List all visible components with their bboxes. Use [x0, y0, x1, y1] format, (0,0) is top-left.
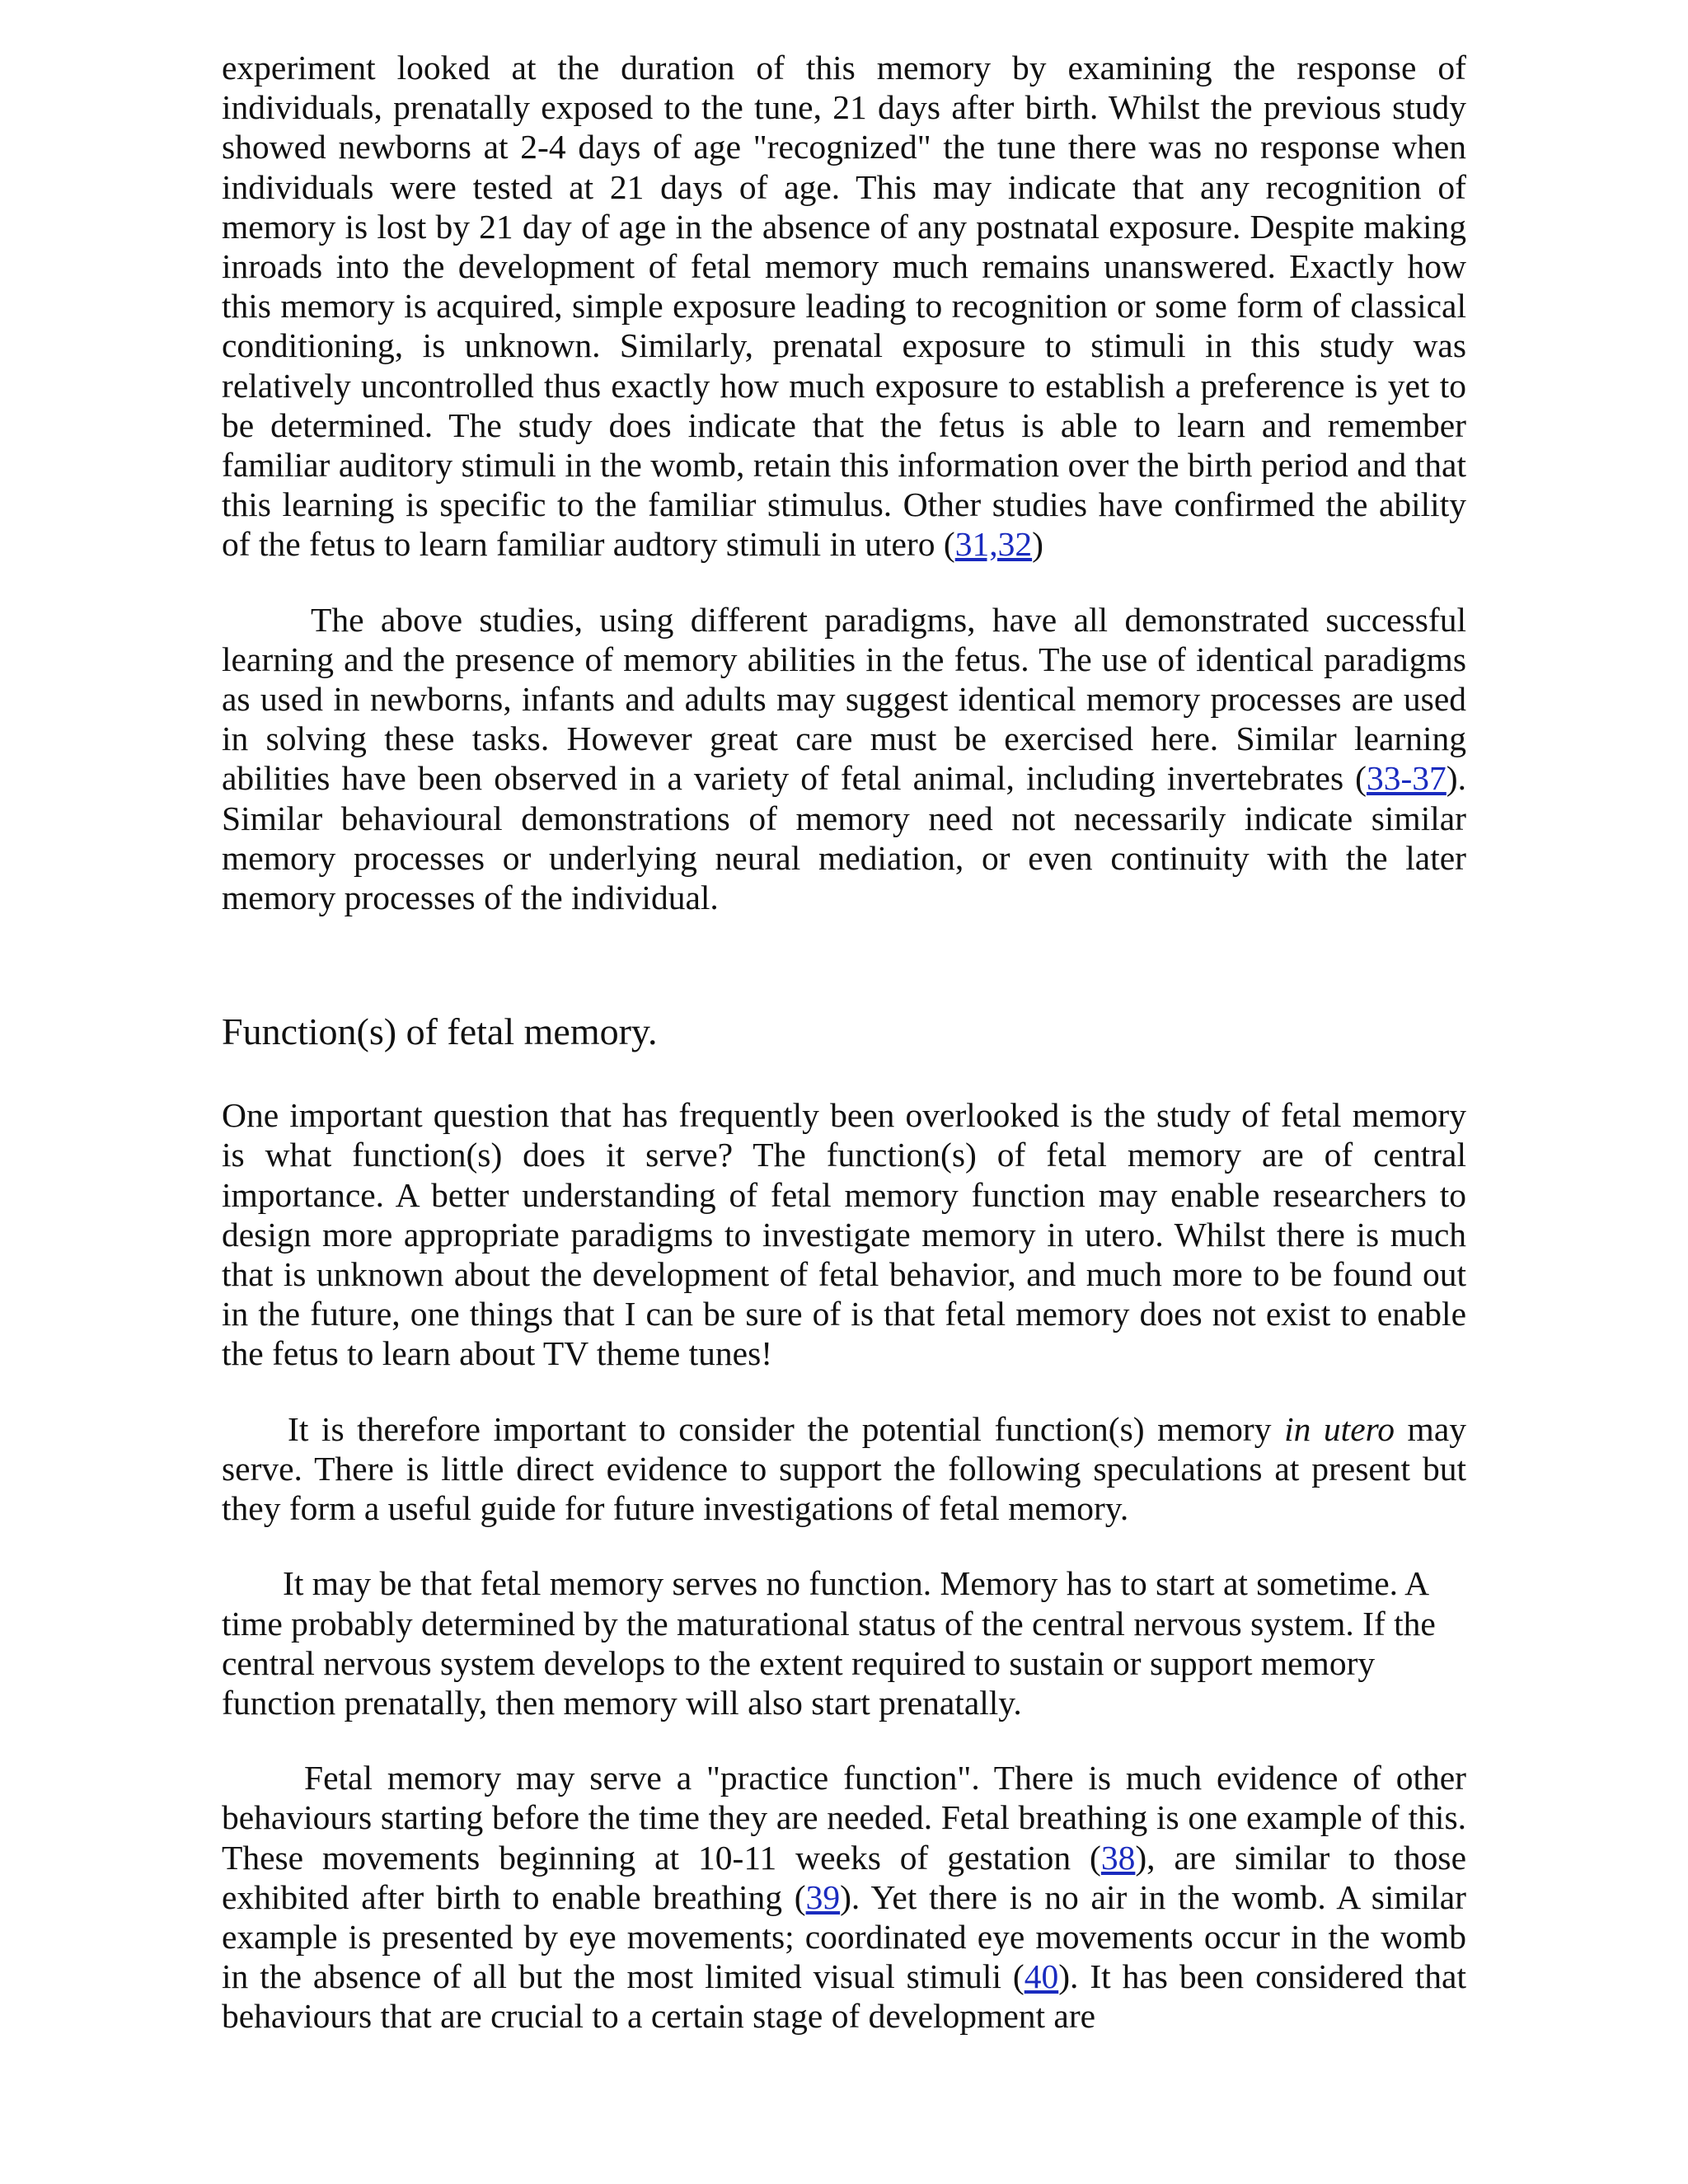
paragraph-no-function — [222, 1563, 1466, 1722]
paragraph-function-question — [222, 1095, 1466, 1373]
paragraph-text: ). Yet there is no air in the womb. A similar example is presented by eye movements; coordinated eye movements occur in the womb in the absence of all but the most limited visual stimuli ( — [222, 1877, 1466, 1996]
paragraph-text: It may be that fetal memory serves no function. Memory has to start at sometime. A time probably determined by the maturational status of the central nervous system. If the central nervous system develops to the extent required to sustain or support memory function prenatally, then memory will also start prenatally. — [222, 1564, 1436, 1722]
paragraph-text: One important question that has frequently been overlooked is the study of fetal memory is what function(s) does it serve? The function(s) of fetal memory are of central importance. A better understanding of fetal memory function may enable researchers to design more appropriate paradigms to investigate memory in utero. Whilst there is much that is unknown about the development of fetal behavior, and much more to be found out in the future, one things that I can be sure of is that fetal memory does not exist to enable the fetus to learn about TV theme tunes! — [222, 1096, 1466, 1373]
paragraph-text: ), are similar to those exhibited after birth to enable breathing ( — [222, 1838, 1466, 1916]
spacer — [222, 1054, 1466, 1095]
paragraph-fetal-memory-duration — [222, 48, 1466, 565]
paragraph-paradigms — [222, 600, 1466, 918]
paragraph-practice-function — [222, 1758, 1466, 2036]
paragraph-text: The above studies, using different paradigms, have all demonstrated successful learning and the presence of memory abilities in the fetus. The use of identical paradigms as used in newborns, infants and adults may suggest identical memory processes are used in solving these tasks. However great care must be exercised here. Similar learning abilities have been observed in a variety of fetal animal, including invertebrates ( — [222, 600, 1466, 798]
paragraph-text: It is therefore important to consider the potential function(s) memory — [288, 1409, 1285, 1448]
paragraph-text: experiment looked at the duration of this memory by examining the response of individuals, prenatally exposed to the tune, 21 days after birth. Whilst the previous study showed newborns at 2-4 days of age "recognized" the tune there was no response when individuals were tested at 21 days of age. This may indicate that any recognition of memory is lost by 21 day of age in the absence of any postnatal exposure. Despite making inroads into the development of fetal memory much remains unanswered. Exactly how this memory is acquired, simple exposure leading to recognition or some form of classical conditioning, is unknown. Similarly, prenatal exposure to stimuli in this study was relatively uncontrolled thus exactly how much exposure to establish a preference is yet to be determined. The study does indicate that the fetus is able to learn and remember familiar auditory stimuli in the womb, retain this information over the birth period and that this learning is specific to the familiar stimulus. Other studies have confirmed the ability of the fetus to learn familiar audtory stimuli in utero ( — [222, 49, 1466, 564]
italic-term: in utero — [1284, 1409, 1395, 1448]
spacer — [222, 917, 1466, 1010]
paragraph-text: ) — [1032, 525, 1043, 564]
spacer — [222, 1374, 1466, 1409]
paragraph-text: Fetal memory may serve a "practice function". There is much evidence of other behaviours starting before the time they are needed. Fetal breathing is one example of this. These movements beginning at 10-11 weeks of gestation ( — [222, 1759, 1466, 1877]
reference-link-31-32[interactable]: 31,32 — [954, 525, 1033, 564]
paragraph-text: ). Similar behavioural demonstrations of memory need not necessarily indicate similar memory processes or underlying neural mediation, or even continuity with the later memory processes of the individual. — [222, 759, 1466, 917]
spacer — [222, 1528, 1466, 1563]
spacer — [222, 565, 1466, 600]
paragraph-text: ). It has been considered that behaviours that are crucial to a certain stage of development are — [222, 1957, 1466, 2036]
document-page — [222, 48, 1466, 2036]
section-heading: Function(s) of fetal memory. — [222, 1010, 658, 1053]
reference-link-38[interactable]: 38 — [1100, 1838, 1136, 1877]
paragraph-text: may serve. There is little direct evidence to support the following speculations at present but they form a useful guide for future investigations of fetal memory. — [222, 1409, 1467, 1528]
reference-link-33-37[interactable]: 33-37 — [1366, 759, 1447, 798]
reference-link-40[interactable]: 40 — [1024, 1957, 1059, 1996]
reference-link-39[interactable]: 39 — [805, 1877, 841, 1916]
spacer — [222, 1722, 1466, 1758]
paragraph-potential-functions — [222, 1409, 1466, 1529]
